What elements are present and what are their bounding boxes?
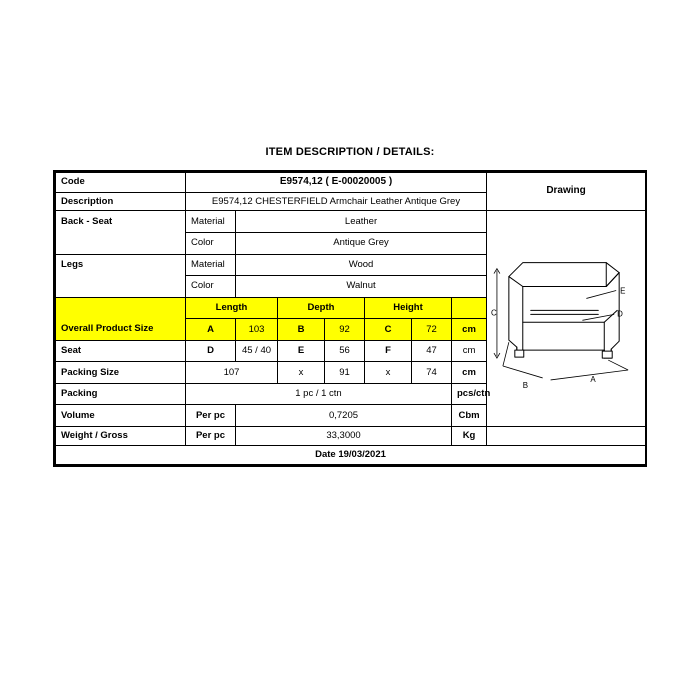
drawing-callout-a: A <box>590 375 596 385</box>
packing-unit: pcs/ctn <box>452 383 487 405</box>
legs-label-cont <box>56 276 186 298</box>
spec-table-container <box>53 170 647 467</box>
packing-size-label: Packing Size <box>56 362 186 384</box>
page-title: ITEM DESCRIPTION / DETAILS: <box>265 146 435 158</box>
packing-size-x2: x <box>365 362 412 384</box>
packing-size-unit: cm <box>452 362 487 384</box>
drawing-callout-e: E <box>620 286 626 296</box>
weight-label: Weight / Gross <box>56 427 186 446</box>
drawing-area <box>487 211 645 426</box>
overall-unit: cm <box>452 319 487 341</box>
dim-depth-header: Depth <box>278 297 365 319</box>
back-seat-color-value: Antique Grey <box>236 232 487 254</box>
legs-material-value: Wood <box>236 254 487 276</box>
back-seat-label: Back - Seat <box>56 211 186 233</box>
drawing-cell <box>487 211 646 427</box>
overall-product-size-label: Overall Product Size <box>56 319 186 341</box>
dim-unit-header-blank <box>452 297 487 319</box>
seat-d-value: 45 / 40 <box>236 340 278 362</box>
date-line: Date 19/03/2021 <box>56 445 646 464</box>
legs-color-label: Color <box>186 276 236 298</box>
seat-label: Seat <box>56 340 186 362</box>
overall-product-size-label-top <box>56 297 186 319</box>
packing-size-width: 91 <box>325 362 365 384</box>
volume-label: Volume <box>56 405 186 427</box>
table-row-back-seat-material <box>56 211 646 233</box>
spec-table <box>55 172 646 465</box>
back-seat-color-label: Color <box>186 232 236 254</box>
dim-height-header: Height <box>365 297 452 319</box>
weight-per: Per pc <box>186 427 236 446</box>
overall-a-value: 103 <box>236 319 278 341</box>
armchair-drawing-icon <box>487 211 645 426</box>
overall-c-value: 72 <box>412 319 452 341</box>
packing-size-x1: x <box>278 362 325 384</box>
back-seat-material-label: Material <box>186 211 236 233</box>
description-label: Description <box>56 192 186 211</box>
drawing-callout-b: B <box>522 381 529 391</box>
legs-color-value: Walnut <box>236 276 487 298</box>
packing-size-length: 107 <box>186 362 278 384</box>
seat-f-value: 47 <box>412 340 452 362</box>
drawing-callout-d: D <box>617 309 623 319</box>
overall-a-key: A <box>186 319 236 341</box>
legs-label: Legs <box>56 254 186 276</box>
description-value: E9574,12 CHESTERFIELD Armchair Leather Antique Grey <box>186 192 487 211</box>
seat-e-key: E <box>278 340 325 362</box>
seat-e-value: 56 <box>325 340 365 362</box>
volume-per: Per pc <box>186 405 236 427</box>
packing-value: 1 pc / 1 ctn <box>186 383 452 405</box>
volume-unit: Cbm <box>452 405 487 427</box>
seat-d-key: D <box>186 340 236 362</box>
back-seat-material-value: Leather <box>236 211 487 233</box>
code-value: E9574,12 ( E-00020005 ) <box>186 173 487 193</box>
table-row-weight <box>56 427 646 446</box>
legs-material-label: Material <box>186 254 236 276</box>
weight-unit: Kg <box>452 427 487 446</box>
drawing-callout-c: C <box>491 308 497 318</box>
dim-length-header: Length <box>186 297 278 319</box>
back-seat-label-cont <box>56 232 186 254</box>
drawing-header: Drawing <box>487 173 646 211</box>
overall-b-key: B <box>278 319 325 341</box>
seat-f-key: F <box>365 340 412 362</box>
seat-unit: cm <box>452 340 487 362</box>
table-row-date <box>56 445 646 464</box>
table-row-code <box>56 173 646 193</box>
packing-size-height: 74 <box>412 362 452 384</box>
packing-label: Packing <box>56 383 186 405</box>
overall-c-key: C <box>365 319 412 341</box>
overall-b-value: 92 <box>325 319 365 341</box>
weight-value: 33,3000 <box>236 427 452 446</box>
volume-value: 0,7205 <box>236 405 452 427</box>
code-label: Code <box>56 173 186 193</box>
